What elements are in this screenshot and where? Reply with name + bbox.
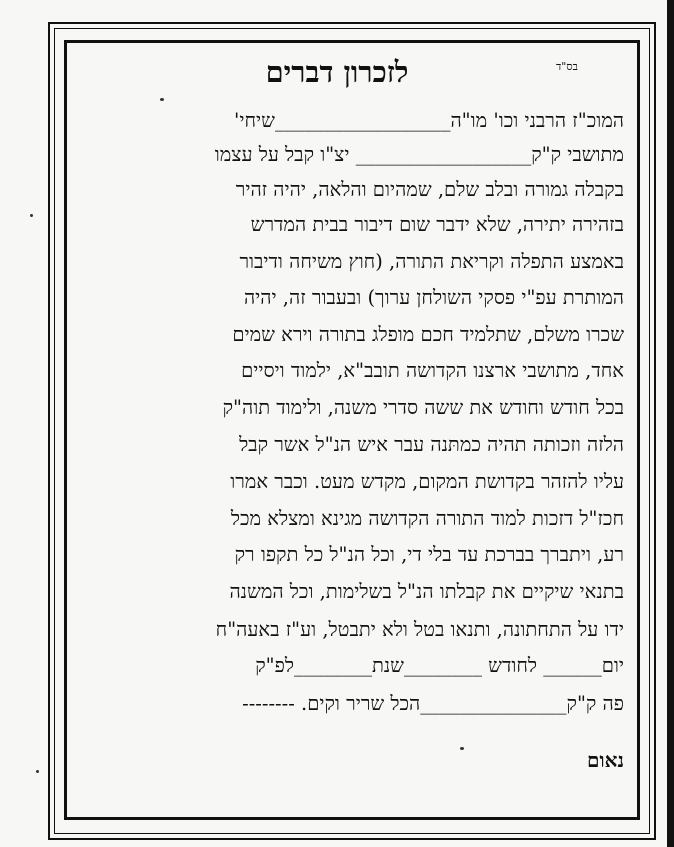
- scan-edge-strip: [667, 0, 674, 847]
- body-line: בזהירה יתירה, שלא ידבר שום דיבור בבית המדרש: [250, 213, 624, 236]
- body-line: בתנאי שיקיים את קבלתו הנ"ל בשלימות, וכל המשנה: [229, 580, 624, 603]
- body-line: בקבלה גמורה ובלב שלם, שמהיום והלאה, יהיה זהיר: [235, 178, 624, 201]
- body-line: יום______ לחודש ________שנת________לפ"ק: [255, 654, 624, 677]
- body-line: רע, ויתברך בברכת עד בלי די, וכל הנ"ל כל תקפו רק: [234, 543, 624, 566]
- signature-label: נאום: [587, 748, 624, 772]
- speck: [36, 770, 39, 773]
- body-line: בכל חודש וחודש את ששה סדרי משנה, ולימוד תוה"ק: [222, 396, 624, 419]
- speck: [30, 214, 33, 217]
- body-line: ידו על התחתונה, ותנאו בטל ולא יתבטל, וע"ז באעה"ח: [215, 618, 624, 641]
- body-line: פה ק"ק_______________הכל שריר וקים. --------: [242, 692, 624, 715]
- bsd-mark: בס"ד: [556, 60, 578, 73]
- body-line: המותרת עפ"י פסקי השולחן ערוך) ובעבור זה, יהיה: [243, 286, 624, 309]
- body-line: אחד, מתושבי ארצנו הקדושה תובב"א, ילמוד ויסיים: [241, 359, 624, 382]
- body-line: באמצע התפלה וקריאת התורה, (חוץ משיחה ודיבור: [239, 250, 624, 273]
- document-title: לזכרון דברים: [265, 55, 409, 89]
- body-line: המוכ"ז הרבני וכו' מו"ה__________________שיחי': [234, 109, 624, 132]
- body-line: עליו להזהר בקדושת המקום, מקדש מעט. וכבר אמרו: [230, 470, 624, 493]
- body-line: שכרו משלם, שתלמיד חכם מופלג בתורה וירא שמים: [232, 323, 624, 346]
- body-line: הלזה וזכותה תהיה כמתּנה עבר איש הנ"ל אשר קבל: [239, 433, 624, 456]
- speck: [160, 98, 164, 101]
- body-line: חכז"ל דזכות למוד התורה הקדושה מגינא ומצלא מכל: [230, 507, 624, 530]
- body-line: מתושבי ק"ק__________________ יצ"ו קבל על עצמו: [214, 143, 624, 166]
